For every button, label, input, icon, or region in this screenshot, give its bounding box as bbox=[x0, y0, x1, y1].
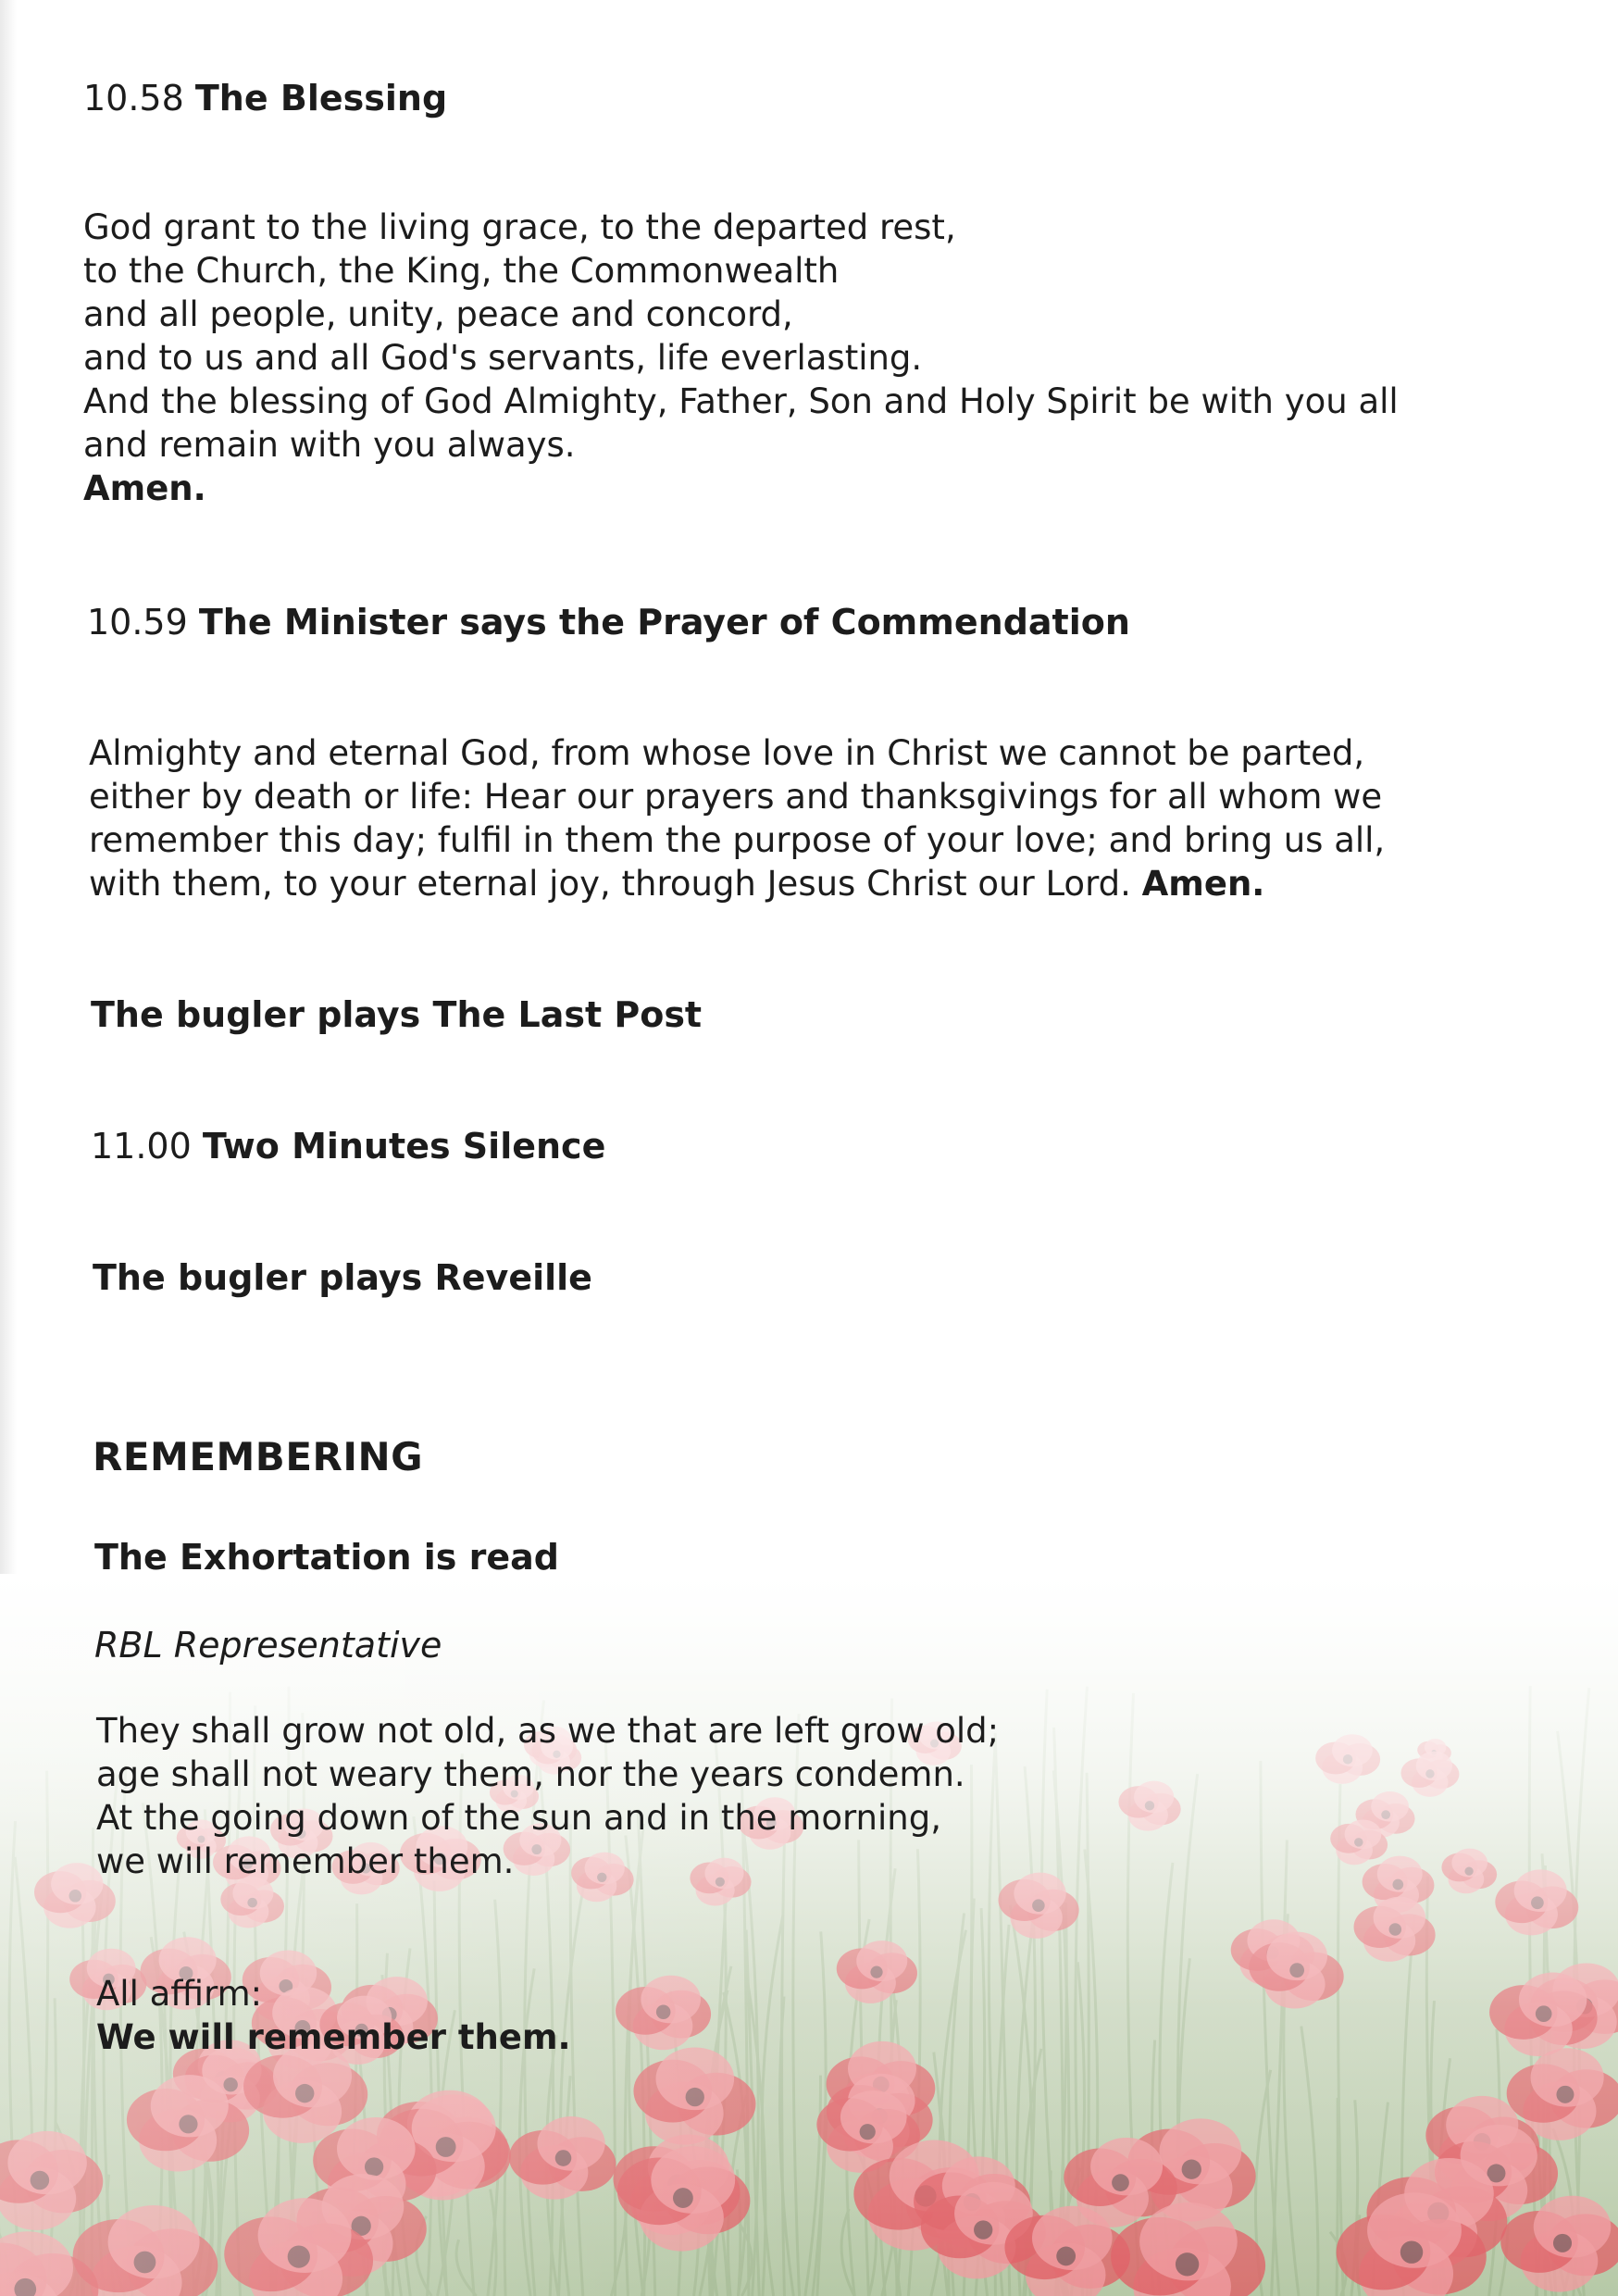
blessing-line: and remain with you always. bbox=[83, 425, 576, 465]
blessing-text bbox=[83, 206, 1399, 510]
commendation-line: remember this day; fulfil in them the purpose of your love; and bring us all, bbox=[89, 820, 1386, 860]
blessing-line: and all people, unity, peace and concord, bbox=[83, 294, 793, 334]
commendation-line: Almighty and eternal God, from whose love in Christ we cannot be parted, bbox=[89, 733, 1365, 773]
blessing-title: The Blessing bbox=[194, 78, 448, 119]
blessing-line: and to us and all God's servants, life everlasting. bbox=[83, 338, 923, 378]
commendation-line: with them, to your eternal joy, through Jesus Christ our Lord. bbox=[89, 864, 1131, 904]
exhortation-line: we will remember them. bbox=[96, 1841, 515, 1881]
commendation-heading bbox=[87, 600, 1130, 644]
blessing-response: Amen. bbox=[83, 468, 206, 508]
commendation-line: either by death or life: Hear our prayers and thanksgivings for all whom we bbox=[89, 777, 1383, 817]
reveille-instruction: The bugler plays Reveille bbox=[93, 1257, 592, 1298]
affirm-response: We will remember them. bbox=[96, 2017, 571, 2057]
exhortation-reader: RBL Representative bbox=[94, 1625, 442, 1666]
silence-heading bbox=[91, 1124, 605, 1168]
exhortation-line: At the going down of the sun and in the morning, bbox=[96, 1798, 941, 1838]
affirm-label: All affirm: bbox=[96, 1974, 263, 2014]
blessing-line: And the blessing of God Almighty, Father, Son and Holy Spirit be with you all bbox=[83, 381, 1399, 421]
exhortation-line: age shall not weary them, nor the years condemn. bbox=[96, 1754, 965, 1794]
commendation-line-last bbox=[89, 862, 1385, 905]
silence-title: Two Minutes Silence bbox=[202, 1126, 606, 1167]
blessing-time: 10.58 bbox=[83, 78, 184, 119]
commendation-title: The Minister says the Prayer of Commendation bbox=[198, 602, 1130, 643]
last-post-instruction: The bugler plays The Last Post bbox=[91, 994, 703, 1035]
silence-time: 11.00 bbox=[91, 1126, 192, 1167]
exhortation-text bbox=[96, 1709, 999, 1883]
blessing-line: God grant to the living grace, to the departed rest, bbox=[83, 207, 956, 247]
blessing-heading bbox=[83, 76, 447, 120]
commendation-time: 10.59 bbox=[87, 602, 188, 643]
remembering-heading: REMEMBERING bbox=[93, 1434, 424, 1479]
affirmation bbox=[96, 1972, 571, 2059]
exhortation-heading: The Exhortation is read bbox=[94, 1537, 559, 1578]
blessing-line: to the Church, the King, the Commonwealth bbox=[83, 251, 840, 291]
commendation-response: Amen. bbox=[1141, 864, 1265, 904]
commendation-text bbox=[89, 731, 1385, 905]
exhortation-line: They shall grow not old, as we that are left grow old; bbox=[96, 1711, 1000, 1751]
